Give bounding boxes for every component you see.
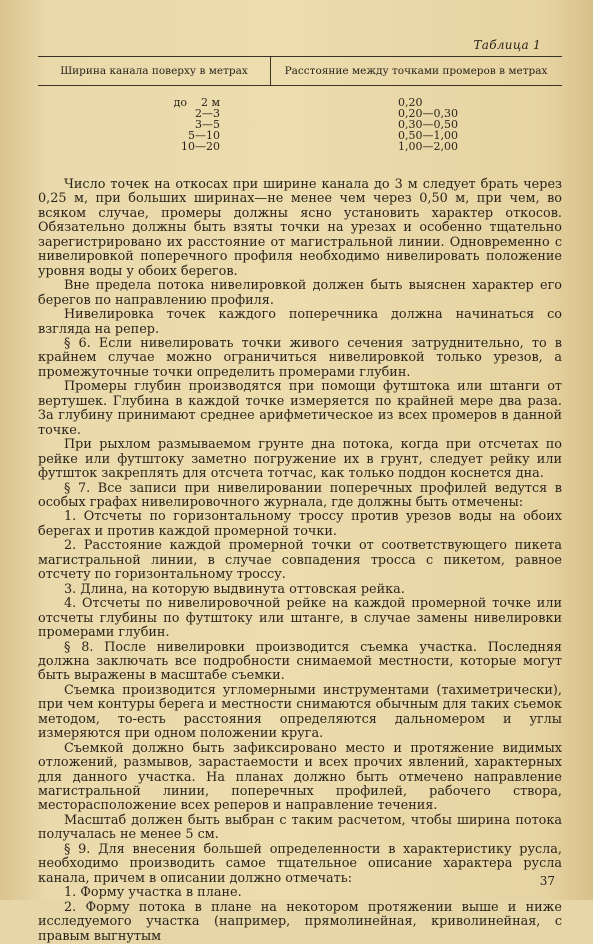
table-cell: 5—10 (188, 129, 220, 142)
table-header (38, 57, 562, 86)
table-cell: 10—20 (181, 140, 220, 153)
table-divider (270, 57, 271, 85)
paragraph: Съемка производится угломерными инструментами (тахиметрически), при чем контуры берега и местности снимаются обычным для таких съемок методом, то-есть расстояния определяются дальномером и углы измеряются при одном положении круга. (38, 682, 562, 742)
table-cell: 2—3 (195, 107, 220, 120)
paragraph: § 7. Все записи при нивелировании поперечных профилей ведутся в особых графах нивелировочного журнала, где должны быть отмечены: (38, 480, 562, 510)
paragraph: Съемкой должно быть зафиксировано место и протяжение видимых отложений, размывов, зарастаемости и всех прочих явлений, характерных для данного участка. На планах должно быть отмечено направление магистральной линии, поперечных профилей, рабочего створа, месторасположение всех реперов и направление течения. (38, 740, 562, 814)
paragraph: § 6. Если нивелировать точки живого сечения затруднительно, то в крайнем случае можно ограничиться нивелировкой только урезов, а промежуточные точки определить промерами глубин. (38, 335, 562, 380)
paragraph: Нивелировка точек каждого поперечника должна начинаться со взгляда на репер. (38, 307, 562, 337)
paragraph: Вне предела потока нивелировкой должен быть выяснен характер его берегов по направлению профиля. (38, 278, 562, 308)
table-cell: 0,50—1,00 (398, 129, 458, 142)
paragraph: § 9. Для внесения большей определенности в характеристику русла, необходимо производить самое тщательное описание характера русла канала, причем в описании должно отмечать: (38, 841, 562, 886)
paragraph: 2. Расстояние каждой промерной точки от соответствующего пикета магистральной линии, в случае совпадения тросса с пикетом, равное отсчету по горизонтальному троссу. (38, 538, 562, 583)
paragraph: Число точек на откосах при ширине канала до 3 м следует брать через 0,25 м, при больших ширинах—не менее чем через 0,50 м, при чем, во всяком случае, промеры должны ясно установить характер откосов. Обязательно должны быть взяты точки на урезах и особенно тщательно зарегистрировано их расстояние от магистральной линии. Одновременно с нивелировкой поперечного профиля необходимо нивелировать положение уровня воды у обоих берегов. (38, 177, 562, 279)
table-caption: Таблица 1 (473, 38, 541, 52)
paragraph: 4. Отсчеты по нивелировочной рейке на каждой промерной точке или отсчеты глубины по футштоку или штанге, в случае замены нивелировки промерами глубин. (38, 596, 562, 641)
paragraph: § 8. После нивелировки производится съемка участка. Последняя должна заключать все подробности снимаемой местности, которые могут быть выражены в масштабе съемки. (38, 639, 562, 684)
paragraph: При рыхлом размываемом грунте дна потока, когда при отсчетах по рейке или футштоку заметно погружение их в грунт, следует рейку или футшток закреплять для отсчета тотчас, как только поддон коснется дна. (38, 437, 562, 482)
table-cell: 3—5 (195, 118, 220, 131)
paragraph: 3. Длина, на которую выдвинута оттовская рейка. (64, 581, 405, 597)
paragraph: 1. Форму участка в плане. (64, 885, 242, 901)
paragraph: 2. Форму потока в плане на некотором протяжении выше и ниже исследуемого участка (например, прямолинейная, криволинейная, с правым выгнутым (38, 899, 562, 944)
table-header-distance: Расстояние между точками промеров в метрах (284, 65, 548, 77)
table-column-widths (130, 97, 220, 152)
paragraph: Масштаб должен быть выбран с таким расчетом, чтобы ширина потока получалась не менее 5 см. (38, 812, 562, 843)
table-cell: 0,20 (398, 96, 423, 109)
table-cell: 0,20—0,30 (398, 107, 458, 120)
table-cell: до 2 м (173, 96, 220, 109)
page-number: 37 (539, 874, 555, 888)
distance-table (38, 56, 562, 165)
table-column-distances (398, 97, 478, 152)
table-header-width: Ширина канала поверху в метрах (60, 65, 248, 77)
table-cell: 0,30—0,50 (398, 118, 458, 131)
table-cell: 1,00—2,00 (398, 140, 458, 153)
paragraph: 1. Отсчеты по горизонтальному троссу против урезов воды на обоих берегах и против каждой промерной точки. (38, 509, 562, 539)
paragraph: Промеры глубин производятся при помощи футштока или штанги от вертушек. Глубина в каждой точке измеряется по крайней мере два раза. За глубину принимают среднее арифметическое из всех промеров в данной точке. (38, 379, 562, 438)
body-text (38, 178, 562, 944)
